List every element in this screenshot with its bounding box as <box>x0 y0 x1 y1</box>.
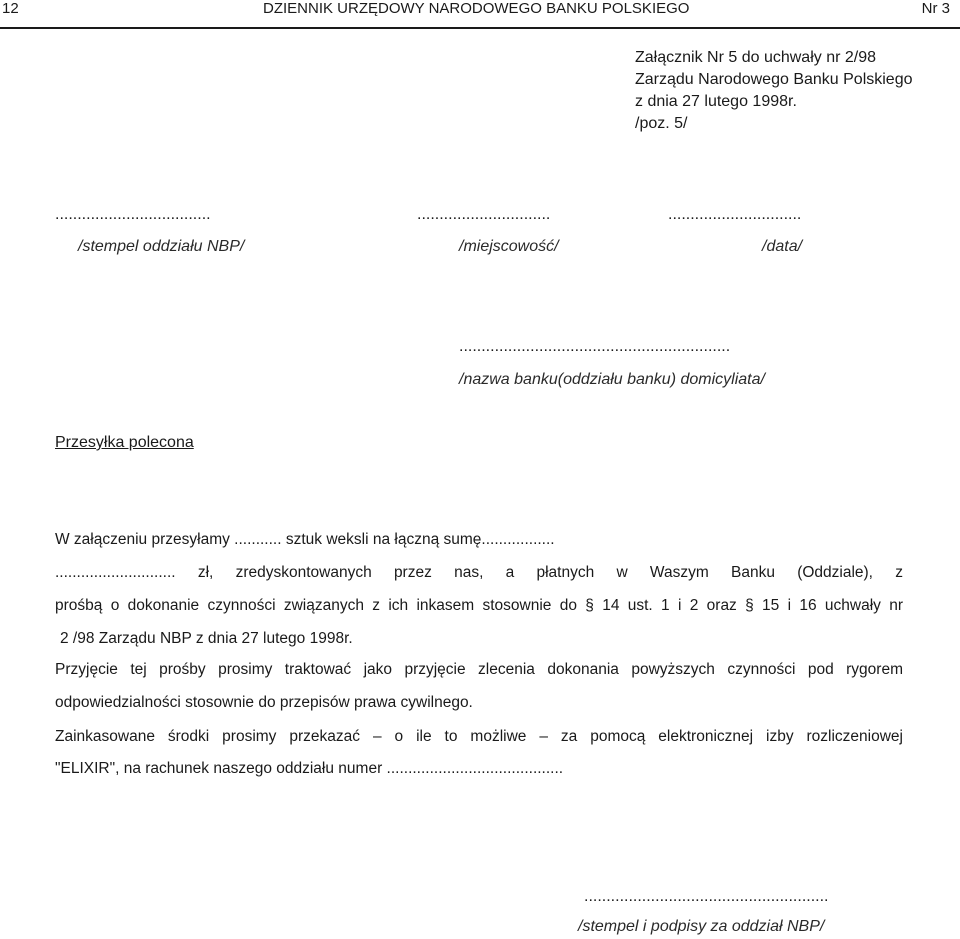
mail-type: Przesyłka polecona <box>55 434 194 451</box>
issue-number: Nr 3 <box>921 0 950 17</box>
place-caption: /miejscowość/ <box>459 238 559 255</box>
header-divider <box>0 27 960 29</box>
signature-caption: /stempel i podpisy za oddział NBP/ <box>578 918 825 935</box>
body-line-1: W załączeniu przesyłamy ........... sztuk weksli na łączną sumę................. <box>55 531 555 548</box>
annex-reference <box>635 47 913 135</box>
body-line-3: prośbą o dokonanie czynności związanych z ich inkasem stosownie do § 14 ust. 1 i 2 oraz § 15 i 16 uchwały nr <box>55 597 903 614</box>
body-line-6: odpowiedzialności stosownie do przepisów prawa cywilnego. <box>55 694 473 711</box>
annex-line-2: Zarządu Narodowego Banku Polskiego <box>635 71 913 88</box>
annex-line-1: Załącznik Nr 5 do uchwały nr 2/98 <box>635 49 876 66</box>
stamp-caption: /stempel oddziału NBP/ <box>78 238 245 255</box>
body-line-5: Przyjęcie tej prośby prosimy traktować jako przyjęcie zlecenia dokonania powyższych czynności pod rygorem <box>55 661 903 678</box>
page-header <box>0 0 960 28</box>
place-field: .............................. <box>417 206 551 223</box>
body-line-7: Zainkasowane środki prosimy przekazać – o ile to możliwe – za pomocą elektronicznej izby rozliczeniowej <box>55 728 903 745</box>
page-number: 12 <box>2 0 19 17</box>
annex-line-4: /poz. 5/ <box>635 115 688 132</box>
date-field: .............................. <box>668 206 802 223</box>
signature-field: ....................................................... <box>584 888 829 905</box>
body-line-2: ............................ zł, zredyskontowanych przez nas, a płatnych w Waszym Banku (Oddziale), z <box>55 564 903 581</box>
date-caption: /data/ <box>762 238 803 255</box>
annex-line-3: z dnia 27 lutego 1998r. <box>635 93 797 110</box>
bank-name-field: ............................................................. <box>459 338 731 355</box>
journal-title: DZIENNIK URZĘDOWY NARODOWEGO BANKU POLSKIEGO <box>263 0 690 17</box>
body-line-8: "ELIXIR", na rachunek naszego oddziału numer ......................................... <box>55 760 564 777</box>
body-line-4: 2 /98 Zarządu NBP z dnia 27 lutego 1998r. <box>60 630 353 647</box>
bank-name-caption: /nazwa banku(oddziału banku) domicyliata/ <box>459 371 765 388</box>
stamp-field: ................................... <box>55 206 211 223</box>
